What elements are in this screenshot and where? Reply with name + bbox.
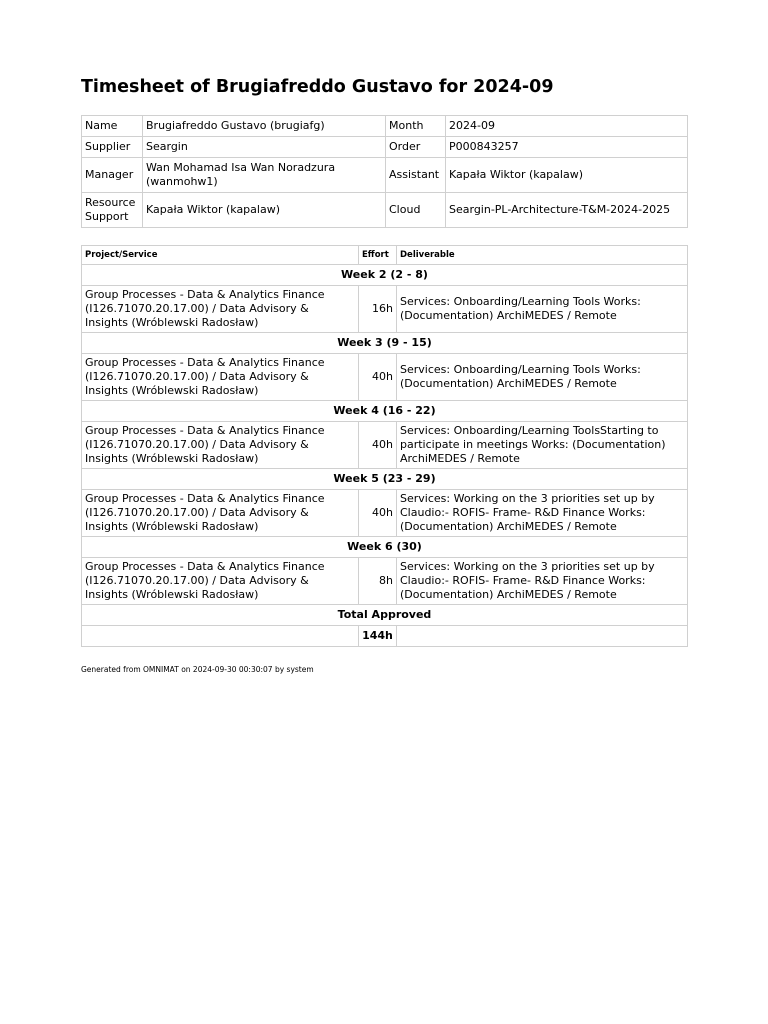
header-effort: Effort (359, 246, 397, 265)
week-header-row (82, 265, 688, 286)
name-value: Brugiafreddo Gustavo (brugiafg) (143, 116, 386, 137)
week-label: Week 6 (30) (82, 537, 688, 558)
week-label: Week 5 (23 - 29) (82, 469, 688, 490)
table-row (82, 490, 688, 537)
week-label: Week 2 (2 - 8) (82, 265, 688, 286)
week-header-row (82, 401, 688, 422)
month-value: 2024-09 (446, 116, 688, 137)
deliverable-cell: Services: Working on the 3 priorities set up by Claudio:- ROFIS- Frame- R&D Finance Works: (Documentation) ArchiMEDES / Remote (397, 558, 688, 605)
week-header-row (82, 537, 688, 558)
manager-value: Wan Mohamad Isa Wan Noradzura (wanmohw1) (143, 158, 386, 193)
effort-cell: 8h (359, 558, 397, 605)
week-label: Week 4 (16 - 22) (82, 401, 688, 422)
generated-footer: Generated from OMNIMAT on 2024-09-30 00:30:07 by system (81, 665, 314, 674)
name-label: Name (82, 116, 143, 137)
project-cell: Group Processes - Data & Analytics Finance (I126.71070.20.17.00) / Data Advisory & Insights (Wróblewski Radosław) (82, 286, 359, 333)
project-cell: Group Processes - Data & Analytics Finance (I126.71070.20.17.00) / Data Advisory & Insights (Wróblewski Radosław) (82, 490, 359, 537)
cloud-label: Cloud (386, 193, 446, 228)
manager-label: Manager (82, 158, 143, 193)
total-header-row (82, 605, 688, 626)
info-table (81, 115, 688, 228)
assistant-label: Assistant (386, 158, 446, 193)
deliverable-cell: Services: Onboarding/Learning Tools Works: (Documentation) ArchiMEDES / Remote (397, 286, 688, 333)
info-row (82, 116, 688, 137)
info-row (82, 137, 688, 158)
timesheet-page (81, 76, 687, 675)
total-value: 144h (359, 626, 397, 647)
table-row (82, 286, 688, 333)
total-label: Total Approved (82, 605, 688, 626)
resource-support-value: Kapała Wiktor (kapalaw) (143, 193, 386, 228)
deliverable-cell: Services: Onboarding/Learning ToolsStarting to participate in meetings Works: (Documentation) ArchiMEDES / Remote (397, 422, 688, 469)
project-cell: Group Processes - Data & Analytics Finance (I126.71070.20.17.00) / Data Advisory & Insights (Wróblewski Radosław) (82, 558, 359, 605)
total-empty-cell (82, 626, 359, 647)
total-empty-cell (397, 626, 688, 647)
week-label: Week 3 (9 - 15) (82, 333, 688, 354)
cloud-value: Seargin-PL-Architecture-T&M-2024-2025 (446, 193, 688, 228)
page-title: Timesheet of Brugiafreddo Gustavo for 2024-09 (81, 77, 554, 97)
supplier-value: Seargin (143, 137, 386, 158)
info-row (82, 158, 688, 193)
total-value-row (82, 626, 688, 647)
header-project-service: Project/Service (82, 246, 359, 265)
order-value: P000843257 (446, 137, 688, 158)
effort-cell: 16h (359, 286, 397, 333)
effort-cell: 40h (359, 490, 397, 537)
project-cell: Group Processes - Data & Analytics Finance (I126.71070.20.17.00) / Data Advisory & Insights (Wróblewski Radosław) (82, 354, 359, 401)
resource-support-label: Resource Support (82, 193, 143, 228)
effort-cell: 40h (359, 422, 397, 469)
deliverable-cell: Services: Working on the 3 priorities set up by Claudio:- ROFIS- Frame- R&D Finance Works: (Documentation) ArchiMEDES / Remote (397, 490, 688, 537)
timesheet-table (81, 245, 688, 647)
table-header-row (82, 246, 688, 265)
assistant-value: Kapała Wiktor (kapalaw) (446, 158, 688, 193)
week-header-row (82, 333, 688, 354)
deliverable-cell: Services: Onboarding/Learning Tools Works: (Documentation) ArchiMEDES / Remote (397, 354, 688, 401)
effort-cell: 40h (359, 354, 397, 401)
project-cell: Group Processes - Data & Analytics Finance (I126.71070.20.17.00) / Data Advisory & Insights (Wróblewski Radosław) (82, 422, 359, 469)
table-row (82, 422, 688, 469)
supplier-label: Supplier (82, 137, 143, 158)
table-row (82, 354, 688, 401)
header-deliverable: Deliverable (397, 246, 688, 265)
order-label: Order (386, 137, 446, 158)
table-row (82, 558, 688, 605)
month-label: Month (386, 116, 446, 137)
info-row (82, 193, 688, 228)
week-header-row (82, 469, 688, 490)
